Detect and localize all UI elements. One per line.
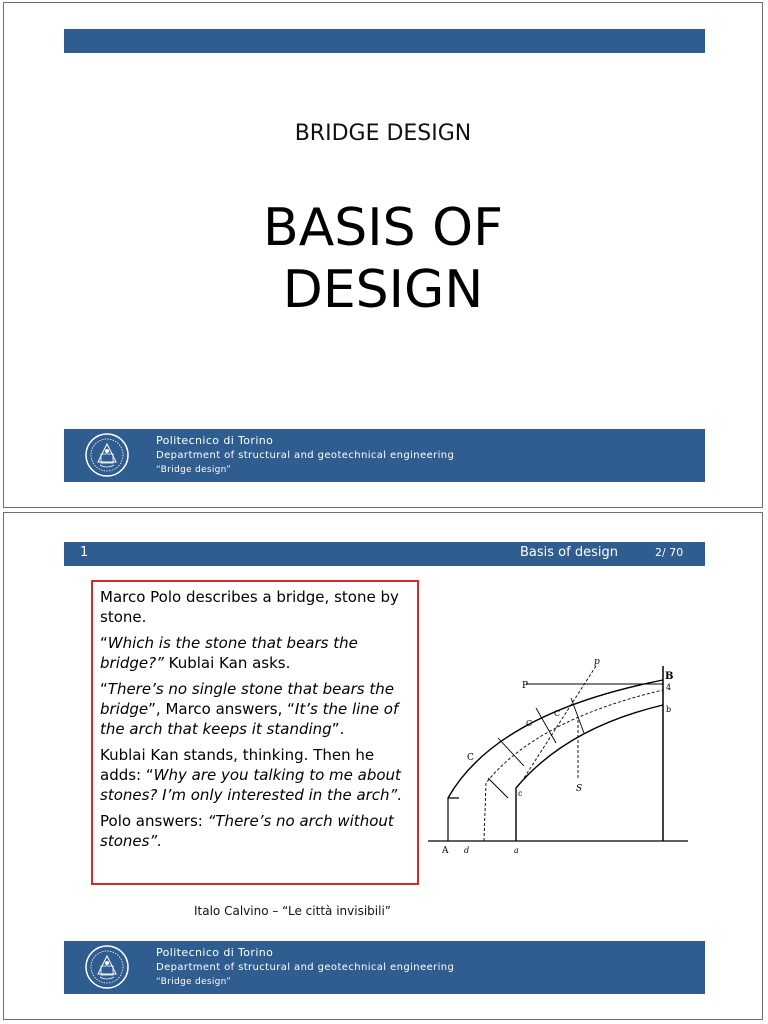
footer-bar [64,941,705,994]
footer-course: “Bridge design” [156,465,232,475]
quote-paragraph-3: “There’s no single stone that bears the bridge”, Marco answers, “It’s the line of the arch that keeps it standing”. [100,680,399,738]
label-b: b [666,705,672,714]
label-4: 4 [666,683,672,692]
label-C: C [467,753,474,763]
label-d: d [464,846,470,855]
title-line-2: DESIGN [282,260,484,320]
footer-dept: Department of structural and geotechnical engineering [156,962,455,973]
header-bar [64,29,705,53]
slide-section-number: 1 [80,545,89,560]
section-title: Basis of design [520,545,618,560]
title-slide [3,2,763,508]
quote-paragraph-2: “Which is the stone that bears the bridge?” Kublai Kan asks. [100,634,358,672]
quote-paragraph-4: Kublai Kan stands, thinking. Then he adds: “Why are you talking to me about stones? I’m only interested in the arch”. [100,746,403,804]
label-P: P [522,681,529,691]
footer-bar [64,429,705,482]
arch-diagram [426,648,696,858]
label-C-top: C [554,709,561,718]
label-C-upper: C [526,719,533,728]
quote-box [91,580,419,885]
label-a: a [514,846,519,855]
footer-org: Politecnico di Torino [156,946,274,959]
footer-dept: Department of structural and geotechnical engineering [156,450,455,461]
page-counter: 2/ 70 [655,546,684,559]
footer-course: “Bridge design” [156,977,232,987]
university-seal-icon [84,432,130,478]
label-c: c [518,789,523,798]
slide-title [4,197,762,321]
quote-paragraph-1: Marco Polo describes a bridge, stone by stone. [100,588,399,626]
label-p: p [594,657,600,667]
university-seal-icon [84,944,130,990]
header-bar [64,542,705,566]
label-A: A [442,846,449,856]
quote-credit: Italo Calvino – “Le città invisibili” [194,904,391,918]
course-subtitle: BRIDGE DESIGN [294,121,472,146]
quote-paragraph-5: Polo answers: “There’s no arch without stones”. [100,812,394,850]
label-B: B [665,671,674,682]
title-line-1: BASIS OF [263,198,503,258]
content-slide [3,512,763,1020]
label-S: S [576,784,583,794]
footer-org: Politecnico di Torino [156,434,274,447]
